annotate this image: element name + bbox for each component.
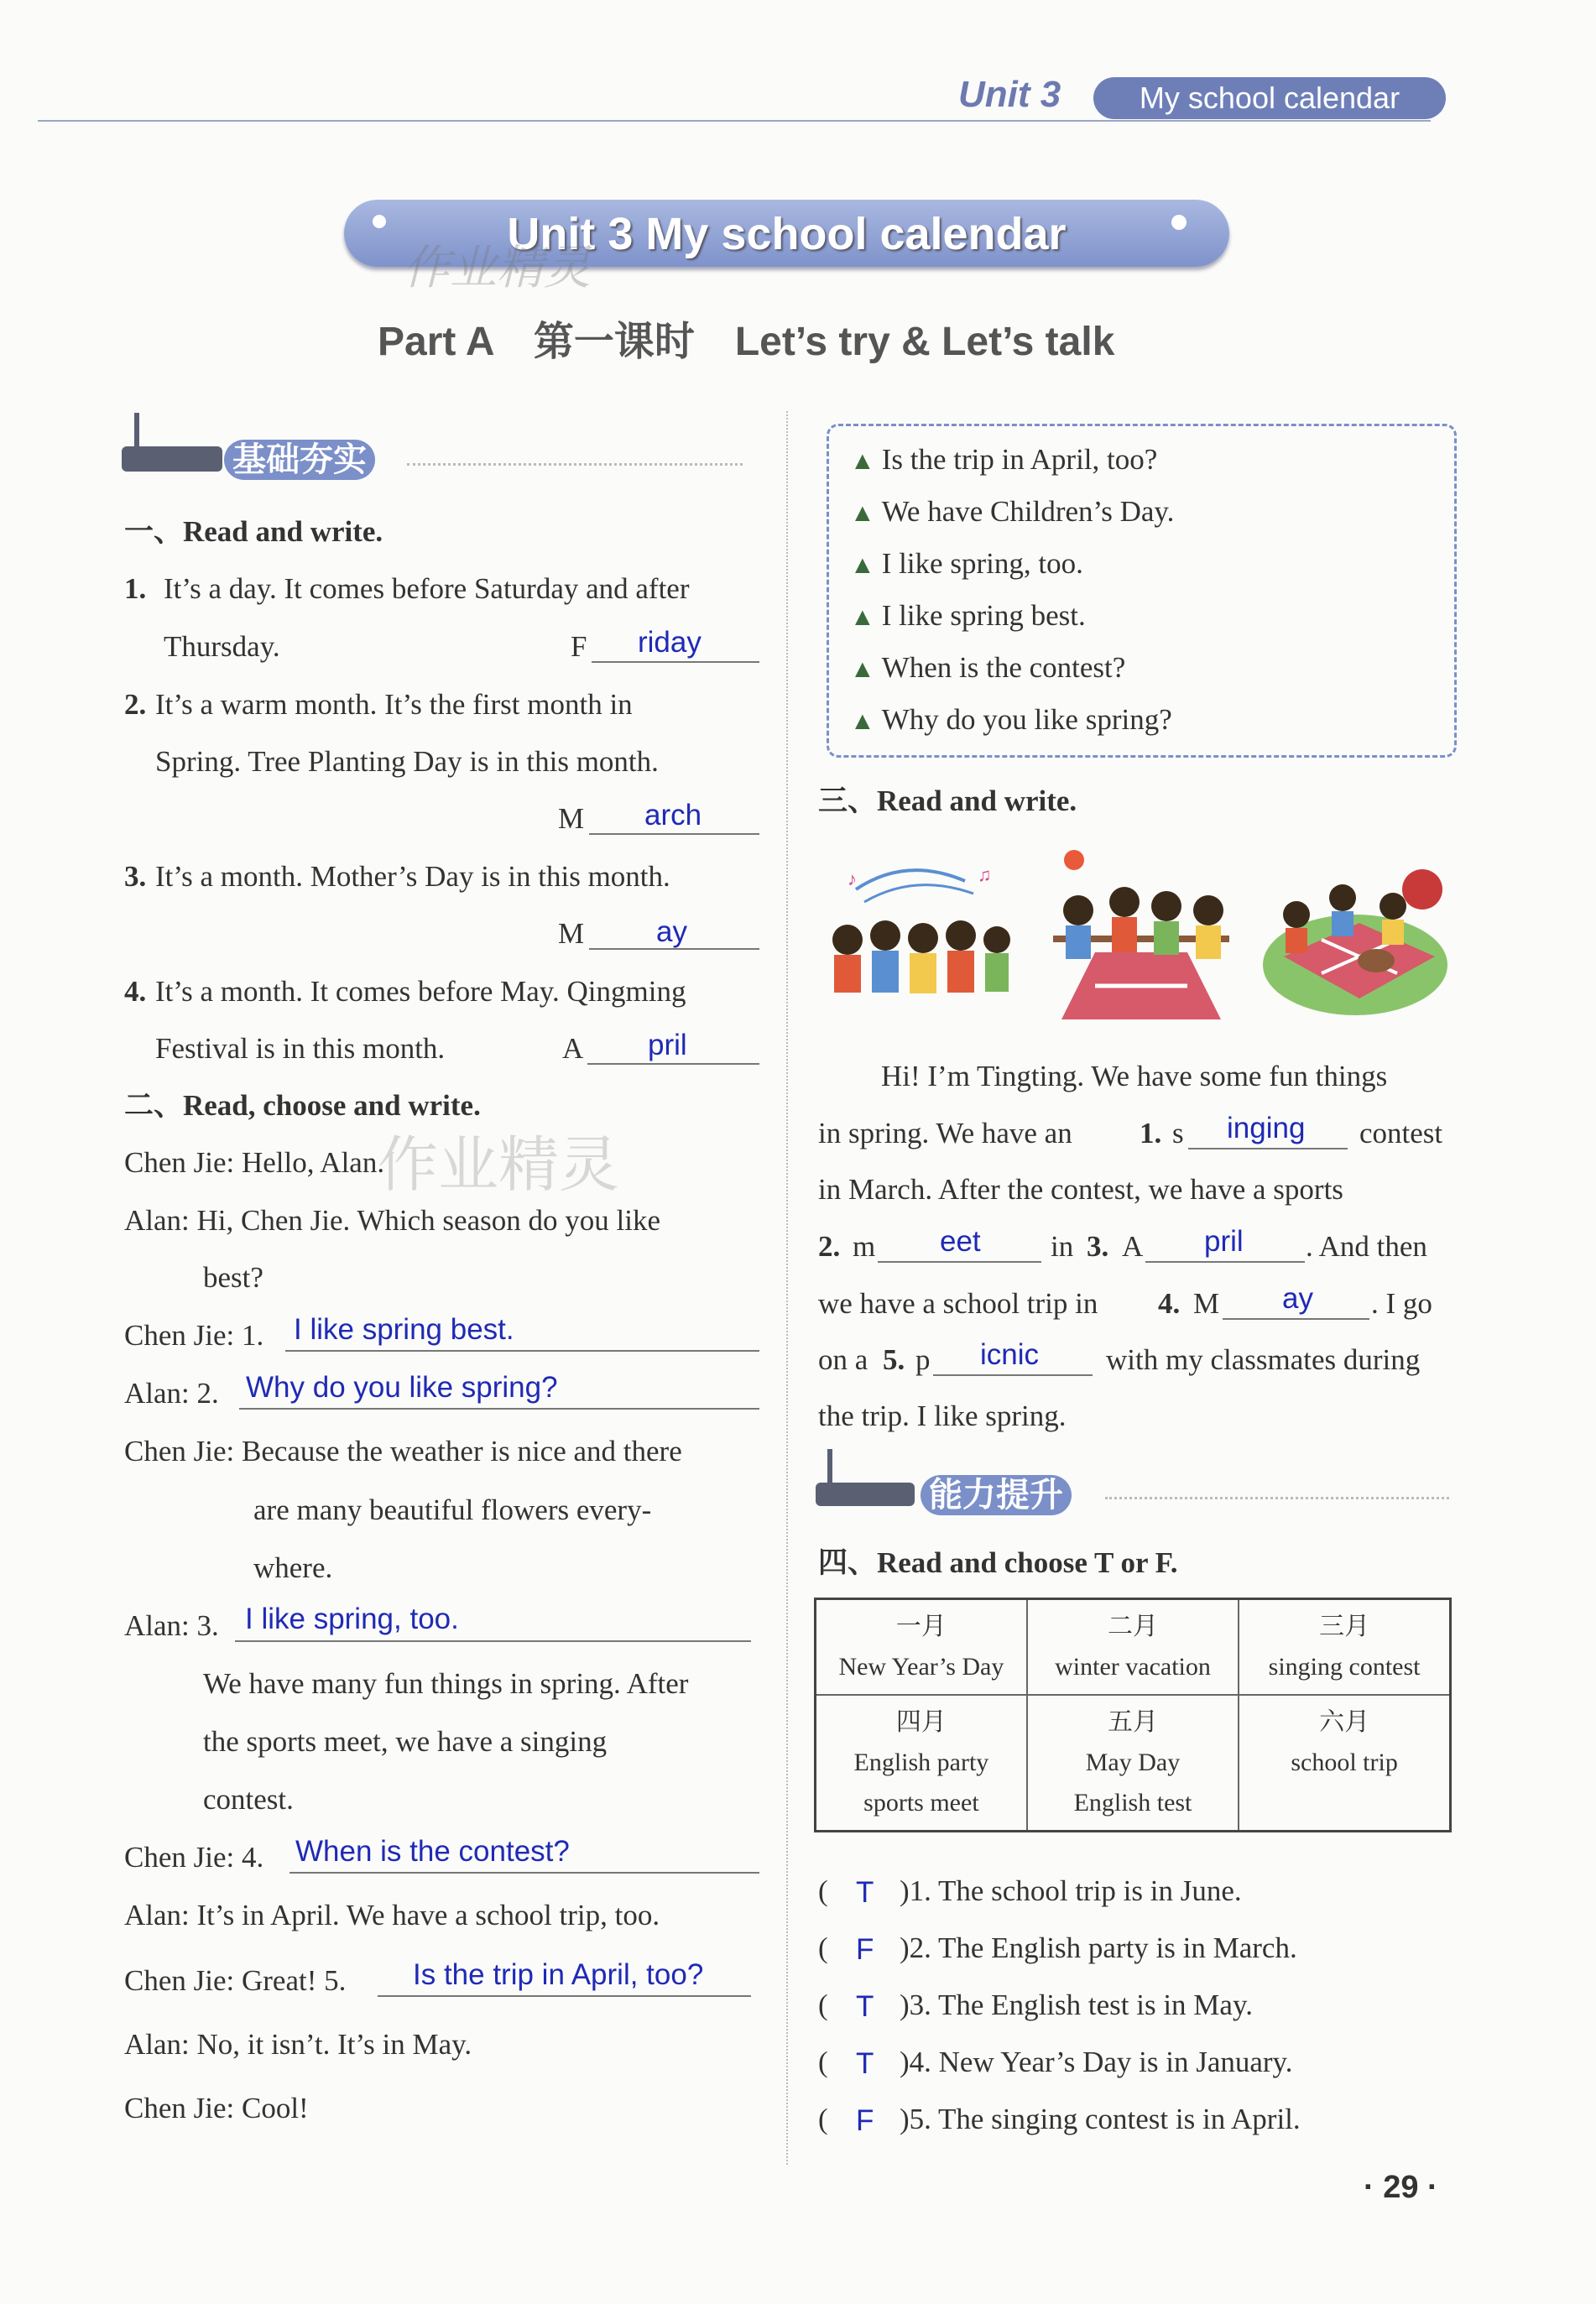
tf-answer: T — [856, 1876, 874, 1909]
month-label: 六月 — [1319, 1708, 1370, 1736]
tf-statement: )2. The English party is in March. — [900, 1931, 1297, 1964]
blank-2-prefix: m — [853, 1230, 876, 1263]
lamp-pole-icon — [827, 1449, 832, 1484]
blank-4-num: 4. — [1158, 1287, 1181, 1320]
answer-2-line — [239, 1408, 759, 1410]
q1-line1: It’s a day. It comes before Saturday and after — [164, 572, 690, 605]
blank-1-answer: inging — [1227, 1112, 1306, 1144]
banner-title: Unit 3 My school calendar — [507, 209, 1067, 259]
blank-2-line — [878, 1261, 1041, 1263]
q2-answer-line — [589, 833, 759, 835]
choice-item — [850, 443, 1157, 478]
event-label: May Day — [1085, 1749, 1181, 1776]
passage-line-5b: . I go — [1371, 1287, 1432, 1320]
dotted-rule — [1105, 1497, 1449, 1499]
answer-3-line — [235, 1640, 751, 1642]
dialog-line-5a: Chen Jie: Because the weather is nice and there — [124, 1435, 682, 1467]
tree-icon: ▲ — [850, 655, 875, 683]
table-cell — [1239, 1599, 1450, 1696]
blank-1-prefix: s — [1172, 1117, 1184, 1149]
answer-1-line — [285, 1350, 759, 1352]
choice-text: Why do you like spring? — [881, 703, 1172, 736]
table-cell — [816, 1695, 1027, 1832]
q1-answer: riday — [638, 626, 702, 659]
picnic-illustration — [1259, 856, 1452, 1024]
q2-answer: arch — [644, 799, 702, 831]
q2-line1: It’s a warm month. It’s the first month in — [155, 688, 633, 721]
unit-title-pill: My school calendar — [1093, 77, 1446, 119]
ability-badge: 能力提升 — [921, 1475, 1072, 1515]
dialog-line-12: Chen Jie: Cool! — [124, 2092, 309, 2124]
tree-icon: ▲ — [850, 707, 875, 735]
choice-text: When is the contest? — [881, 651, 1126, 684]
lamp-pole-icon — [134, 413, 139, 450]
event-label: school trip — [1291, 1749, 1398, 1776]
answer-5: Is the trip in April, too? — [413, 1958, 704, 1991]
tf-answer: F — [856, 1933, 874, 1966]
blank-2-num: 2. — [818, 1230, 841, 1263]
table-row — [816, 1599, 1451, 1696]
dialog-line-2a: Alan: Hi, Chen Jie. Which season do you like — [124, 1204, 660, 1237]
dialog-line-7b: the sports meet, we have a singing — [203, 1725, 608, 1758]
tf-answer: T — [856, 2047, 874, 2080]
q3-num: 3. — [124, 860, 147, 893]
q1-answer-line — [592, 661, 759, 663]
q3-answer: ay — [656, 915, 687, 948]
table-cell — [816, 1599, 1027, 1696]
ability-section-header — [816, 1445, 1453, 1520]
blank-2-answer: eet — [940, 1225, 981, 1258]
tf-statement: )3. The English test is in May. — [900, 1989, 1253, 2021]
answer-4-line — [289, 1872, 759, 1874]
q1-num: 1. — [124, 572, 147, 605]
passage-line-4b: . And then — [1306, 1230, 1427, 1263]
dialog-line-8: Chen Jie: 4. — [124, 1841, 264, 1874]
dialog-line-7a: We have many fun things in spring. After — [203, 1667, 689, 1700]
tf-item: ( — [818, 1874, 828, 1907]
svg-text:♪: ♪ — [848, 868, 857, 889]
q4-line1: It’s a month. It comes before May. Qingming — [155, 975, 686, 1008]
blank-5-line — [933, 1374, 1093, 1376]
blank-5-prefix: p — [915, 1343, 931, 1376]
passage-line-2a: in spring. We have an — [818, 1117, 1072, 1149]
tree-icon: ▲ — [850, 447, 875, 475]
section-one-heading: 一、Read and write. — [124, 515, 383, 548]
section-two-heading: 二、Read, choose and write. — [124, 1089, 481, 1122]
lamp-icon — [122, 446, 222, 472]
passage-line-7: the trip. I like spring. — [818, 1400, 1067, 1432]
event-label: sports meet — [863, 1789, 979, 1817]
month-label: 三月 — [1319, 1613, 1370, 1640]
month-label: 四月 — [895, 1708, 947, 1736]
q4-prefix: A — [562, 1032, 584, 1065]
passage-line-1: Hi! I’m Tingting. We have some fun things — [881, 1060, 1388, 1092]
basic-badge: 基础夯实 — [224, 440, 375, 480]
q2-prefix: M — [558, 802, 585, 835]
calendar-table — [814, 1598, 1452, 1832]
choice-item — [850, 599, 1086, 634]
table-row — [816, 1695, 1451, 1832]
q3-prefix: M — [558, 917, 585, 950]
choice-item — [850, 703, 1172, 738]
unit-label: Unit 3 — [958, 74, 1061, 115]
tf-statement: )1. The school trip is in June. — [900, 1874, 1242, 1907]
dialog-line-4: Alan: 2. — [124, 1377, 219, 1410]
answer-2: Why do you like spring? — [246, 1371, 558, 1404]
q4-answer-line — [587, 1063, 759, 1065]
dotted-rule — [407, 463, 743, 466]
event-label: English test — [1073, 1789, 1192, 1817]
dialog-line-5c: where. — [253, 1551, 333, 1584]
blank-4-answer: ay — [1282, 1282, 1313, 1315]
blank-3-prefix: A — [1122, 1230, 1144, 1263]
choice-item — [850, 547, 1083, 582]
dialog-line-2b: best? — [203, 1261, 263, 1294]
month-label: 五月 — [1107, 1708, 1158, 1736]
event-label: singing contest — [1268, 1653, 1421, 1681]
column-divider — [786, 411, 788, 2165]
dialog-line-3: Chen Jie: 1. — [124, 1319, 264, 1352]
tree-icon: ▲ — [850, 603, 875, 631]
sports-illustration — [1045, 843, 1238, 1024]
tf-item: ( — [818, 1989, 828, 2021]
passage-line-6a: on a — [818, 1343, 868, 1376]
tree-icon: ▲ — [850, 551, 875, 579]
part-title: Part A 第一课时 Let’s try & Let’s talk — [378, 320, 1115, 364]
svg-text:♫: ♫ — [978, 864, 992, 885]
answer-4: When is the contest? — [295, 1835, 570, 1868]
section-three-heading: 三、Read and write. — [818, 785, 1077, 817]
event-label: winter vacation — [1055, 1653, 1211, 1681]
passage-line-3: in March. After the contest, we have a sports — [818, 1173, 1343, 1206]
answer-3: I like spring, too. — [245, 1603, 459, 1635]
section-four-heading: 四、Read and choose T or F. — [818, 1546, 1178, 1579]
tf-statement: )4. New Year’s Day is in January. — [900, 2046, 1293, 2078]
q1-line2: Thursday. — [164, 630, 280, 663]
passage-line-6b: with my classmates during — [1106, 1343, 1421, 1376]
q1-prefix: F — [571, 630, 587, 663]
dialog-line-10: Chen Jie: Great! 5. — [124, 1964, 347, 1997]
dialog-line-11: Alan: No, it isn’t. It’s in May. — [124, 2028, 472, 2061]
table-cell — [1239, 1695, 1450, 1832]
dialog-line-1: Chen Jie: Hello, Alan. — [124, 1146, 385, 1179]
table-cell — [1027, 1599, 1239, 1696]
passage-line-2b: contest — [1359, 1117, 1443, 1149]
choice-item — [850, 495, 1174, 530]
choice-text: We have Children’s Day. — [881, 495, 1175, 528]
q4-answer: pril — [648, 1029, 687, 1061]
dialog-line-7c: contest. — [203, 1783, 294, 1816]
q4-line2: Festival is in this month. — [155, 1032, 446, 1065]
q3-line1: It’s a month. Mother’s Day is in this month. — [155, 860, 670, 893]
basic-section-header — [122, 413, 743, 488]
page-number: · 29 · — [1364, 2170, 1438, 2205]
header-rule — [38, 120, 1431, 122]
answer-1: I like spring best. — [294, 1313, 514, 1346]
choices-box — [827, 424, 1457, 758]
tf-item: ( — [818, 2103, 828, 2135]
dialog-line-5b: are many beautiful flowers every- — [253, 1493, 652, 1526]
q2-line2: Spring. Tree Planting Day is in this month. — [155, 745, 659, 778]
tf-statement: )5. The singing contest is in April. — [900, 2103, 1301, 2135]
choice-text: I like spring best. — [881, 599, 1086, 632]
month-label: 二月 — [1107, 1613, 1158, 1640]
watermark-top: 作业精灵 — [403, 241, 591, 294]
passage-line-4a: in — [1051, 1230, 1074, 1263]
q2-num: 2. — [124, 688, 147, 721]
event-label: English party — [853, 1749, 989, 1776]
event-label: New Year’s Day — [838, 1653, 1004, 1681]
blank-4-line — [1223, 1318, 1369, 1320]
q4-num: 4. — [124, 975, 147, 1008]
blank-3-answer: pril — [1204, 1225, 1244, 1258]
choice-text: I like spring, too. — [881, 547, 1083, 580]
tf-answer: T — [856, 1990, 874, 2023]
tf-answer: F — [856, 2104, 874, 2137]
blank-3-line — [1145, 1261, 1305, 1263]
blank-4-prefix: M — [1193, 1287, 1220, 1320]
passage-line-5a: we have a school trip in — [818, 1287, 1098, 1320]
table-cell — [1027, 1695, 1239, 1832]
choice-text: Is the trip in April, too? — [881, 443, 1158, 476]
choice-item — [850, 651, 1125, 686]
lamp-icon — [816, 1483, 915, 1506]
blank-1-line — [1188, 1148, 1348, 1149]
month-label: 一月 — [895, 1613, 947, 1640]
tree-icon: ▲ — [850, 499, 875, 527]
blank-5-answer: icnic — [980, 1338, 1040, 1371]
tf-item: ( — [818, 2046, 828, 2078]
answer-5-line — [378, 1995, 751, 1997]
dialog-line-9: Alan: It’s in April. We have a school trip, too. — [124, 1899, 660, 1931]
dialog-line-6: Alan: 3. — [124, 1609, 219, 1642]
blank-3-num: 3. — [1087, 1230, 1109, 1263]
watermark-mid: 作业精灵 — [378, 1132, 620, 1199]
blank-5-num: 5. — [883, 1343, 905, 1376]
blank-1-num: 1. — [1140, 1117, 1162, 1149]
tf-item: ( — [818, 1931, 828, 1964]
singing-illustration — [822, 847, 1015, 1024]
